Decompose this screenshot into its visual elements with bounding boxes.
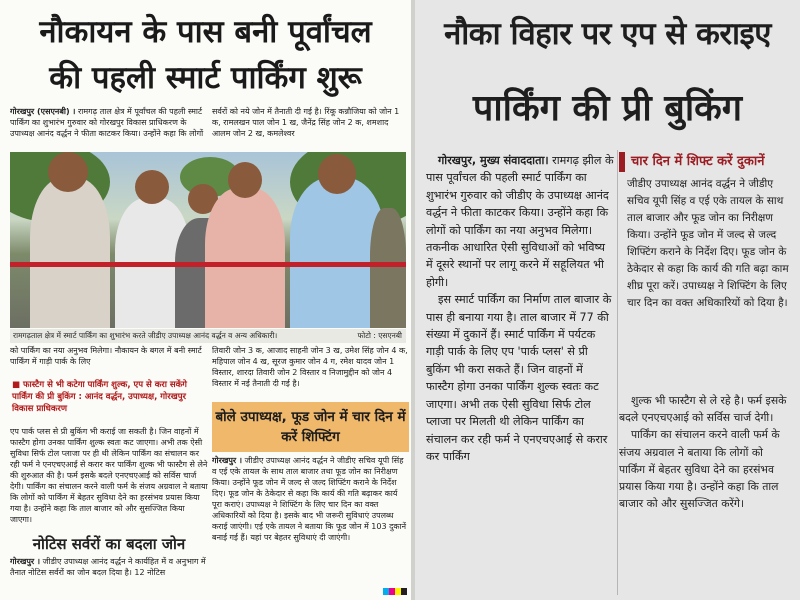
- right-news-clipping: [415, 0, 800, 600]
- right-para-2: इस स्मार्ट पार्किंग का निर्माण ताल बाजार के पास ही बनाया गया है। ताल बाजार में 77 की संख्या में दुकानें हैं। स्मार्ट पार्किंग में पर्यटक गाड़ी पार्क के लिए एप 'पार्क प्लस' से प्री बुकिंग भी करा सकते हैं। जिन वाहनों में फास्टैग होगा उनका पार्किंग शुल्क स्वतः कट जाएगा। अभी तक ऐसी सुविधा सिर्फ टोल प्लाजा पर मिलती थी लेकिन पार्किंग का संचालन कर रही फर्म ने एनएचएआई से करार कर पार्किंग: [426, 293, 612, 463]
- orange-subheadline-box: बोले उपाध्यक्ष, फूड जोन में चार दिन में करें शिफ्टिंग: [212, 402, 409, 452]
- sidebar-body: जीडीए उपाध्यक्ष आनंद वर्द्धन ने जीडीए सचिव यूपी सिंह व एई एके तायल के साथ ताल बाजार और फूड जोन का निरीक्षण किया। उन्होंने फूड जोन में जल्द से जल्द शिफ्टिंग कराने के निर्देश दिए। फूड जोन के ठेकेदार से कहा कि कार्य की गति बढ़ा काम शीघ्र पूरा करें। उपाध्यक्ष ने शिफ्टिंग के लिए चार दिन का वक्त अधिकारियों को दिया है।: [627, 178, 789, 309]
- right-headline-line-1: नौका विहार पर एप से कराइए: [444, 16, 771, 52]
- left-headline-line-2: की पहली स्मार्ट पार्किंग शुरू: [49, 60, 362, 96]
- left-intro-text: रामगढ़ ताल क्षेत्र में पूर्वांचल की पहली स्मार्ट पार्किंग का शुभारंभ गुरुवार को गोरखपुर विकास प्राधिकरण के उपाध्यक्ष आनंद वर्द्धन ने फीता काटकर किया। उन्होंने कहा कि लोगों: [10, 107, 204, 138]
- right-headline-line-2: पार्किंग की प्री बुकिंग: [472, 88, 743, 129]
- left-lower-dateline: गोरखपुर ।: [212, 456, 243, 465]
- right-cont-2: पार्किंग का संचालन करने वाली फर्म के संजय अग्रवाल ने बताया कि लोगों को पार्किंग में बेहतर सुविधा देने का हरसंभव प्रयास किया गया है। उन्होंने कहा कि ताल बाजार को और सुसज्जित करेंगे।: [619, 428, 780, 511]
- red-ribbon: [10, 262, 406, 267]
- right-cont-1: शुल्क भी फास्टैग से ले रहे है। फर्म इसके बदले एनएचएआई को सर्विस चार्ज देगी।: [619, 394, 787, 425]
- left-bottom-text: जीडीए उपाध्यक्ष आनंद वर्द्धन ने कार्यहित में व अनुभाग में तैनात नोटिस सर्वरों का जोन बदल दिया है। 12 नोटिस: [10, 557, 206, 577]
- print-color-marks: [383, 588, 407, 595]
- inauguration-photo: [10, 152, 406, 328]
- left-lower-text-1: एप पार्क प्लस से प्री बुकिंग भी कराई जा सकती है। जिन वाहनों में फास्टैग होगा उनका पार्किंग शुल्क स्वतः कट जाएगा। अभी तक ऐसी सुविधा सिर्फ टोल प्लाजा पर ही थी लेकिन पार्किंग का संचालन कर रही फर्म ने एनएचएआई से करार कर पार्किंग शुल्क भी फास्टैग से लेने की शुरुआत की है। फर्म इसके बदले एनएचएआई को सर्विस चार्ज देगी। पार्किंग का संचालन करने वाली फर्म के संजय अग्रवाल ने बताया कि लोगों को पार्किंग में बेहतर सुविधा देने का हरसंभव प्रयास किया गया है। उन्होंने कहा कि ताल बाजार को और सुसज्जित किया जाएगा।: [10, 427, 208, 524]
- left-lower-column-1: [10, 426, 208, 532]
- left-headline-line-1: नौकायन के पास बनी पूर्वांचल: [39, 14, 372, 50]
- left-dateline: गोरखपुर (एसएनबी) ।: [10, 107, 76, 116]
- left-lower-column-2: [212, 455, 409, 585]
- left-mid-column-2: [212, 345, 409, 400]
- sidebar-headline: चार दिन में शिफ्ट करें दुकानें: [619, 152, 791, 172]
- photo-caption-text: रामगढ़ताल क्षेत्र में स्मार्ट पार्किंग का शुभारंभ करते जीडीए उपाध्यक्ष आनंद वर्द्धन व अन्य अधिकारी।: [13, 331, 278, 340]
- left-mid-column-1: [10, 345, 208, 375]
- right-main-column: [426, 152, 614, 592]
- left-intro-column-1: [10, 106, 208, 150]
- right-continuation-column: [619, 392, 791, 592]
- right-sidebar-box: [619, 152, 791, 392]
- notice-servers-subhead: नोटिस सर्वरों का बदला जोन: [32, 535, 186, 553]
- column-rule: [617, 150, 618, 595]
- left-bottom-dateline: गोरखपुर ।: [10, 557, 41, 566]
- left-mid-text-2: तिवारी जोन 3 क, आजाद साहनी जोन 3 ख, उमेश सिंह जोन 4 क, महिपाल जोन 4 ख, सूरज कुमार जोन 4 ग, रमेश यादव जोन 1 विस्तार, शारदा तिवारी जोन 2 विस्तार व निजामुद्दीन को जोन 4 विस्तार में नई तैनाती दी गई है।: [212, 346, 408, 388]
- highlight-quote: ■ फास्टैग से भी कटेगा पार्किंग शुल्क, एप से करा सकेंगे पार्किंग की प्री बुकिंग : आनंद वर्द्धन, उपाध्यक्ष, गोरखपुर विकास प्राधिकरण: [12, 380, 187, 414]
- photo-caption: [10, 329, 406, 343]
- left-mid-text-1: को पार्किंग का नया अनुभव मिलेगा। नौकायन के बगल में बनी स्मार्ट पार्किंग में गाड़ी पार्क के लिए: [10, 346, 202, 366]
- right-dateline: गोरखपुर, मुख्य संवाददाता।: [438, 154, 549, 167]
- left-intro-text-2: सर्वरों को नये जोन में तैनाती दी गई है। रिंकू कन्नौजिया को जोन 1 क, रामलखन पाल जोन 1 ख, जैनेंद्र सिंह जोन 2 क, शमशाद आलम जोन 2 ख, कमलेश्वर: [212, 107, 400, 138]
- left-bottom-column: [10, 556, 208, 592]
- left-intro-column-2: [212, 106, 408, 150]
- right-para-1: रामगढ़ झील के पास पूर्वांचल की पहली स्मार्ट पार्किंग का शुभारंभ गुरुवार को जीडीए के उपाध्यक्ष आनंद वर्द्धन ने फीता काटकर किया। उन्होंने कहा कि लोगों को पार्किंग का नया अनुभव मिलेगा। तकनीक आधारित ऐसी सुविधाओं को भविष्य में दूसरे स्थानों पर लागू करने में सहूलियत भी होगी।: [426, 154, 614, 289]
- left-lower-text-2: जीडीए उपाध्यक्ष आनंद वर्द्धन ने जीडीए सचिव यूपी सिंह व एई एके तायल के साथ ताल बाजार तथा फूड जोन का निरीक्षण किया। उन्होंने फूड जोन में जल्द से जल्द शिफ्टिंग कराने के निर्देश दिए। फूड जोन के ठेकेदार से कहा कि कार्य की गति बढ़ाकर कार्य पूरा कराएं। उपाध्यक्ष ने शिफ्टिंग के लिए चार दिन का वक्त अधिकारियों को दिया है। इसके बाद भी जरूरी सुविधाएं उपलब्ध कराई जाएंगी। एई एके तायल ने बताया कि फूड जोन में 103 दुकानें बनाई गई हैं। यहां पर बेहतर सुविधाएं दी जाएंगी।: [212, 456, 407, 542]
- photo-credit: फोटो : एसएनबी: [357, 331, 402, 340]
